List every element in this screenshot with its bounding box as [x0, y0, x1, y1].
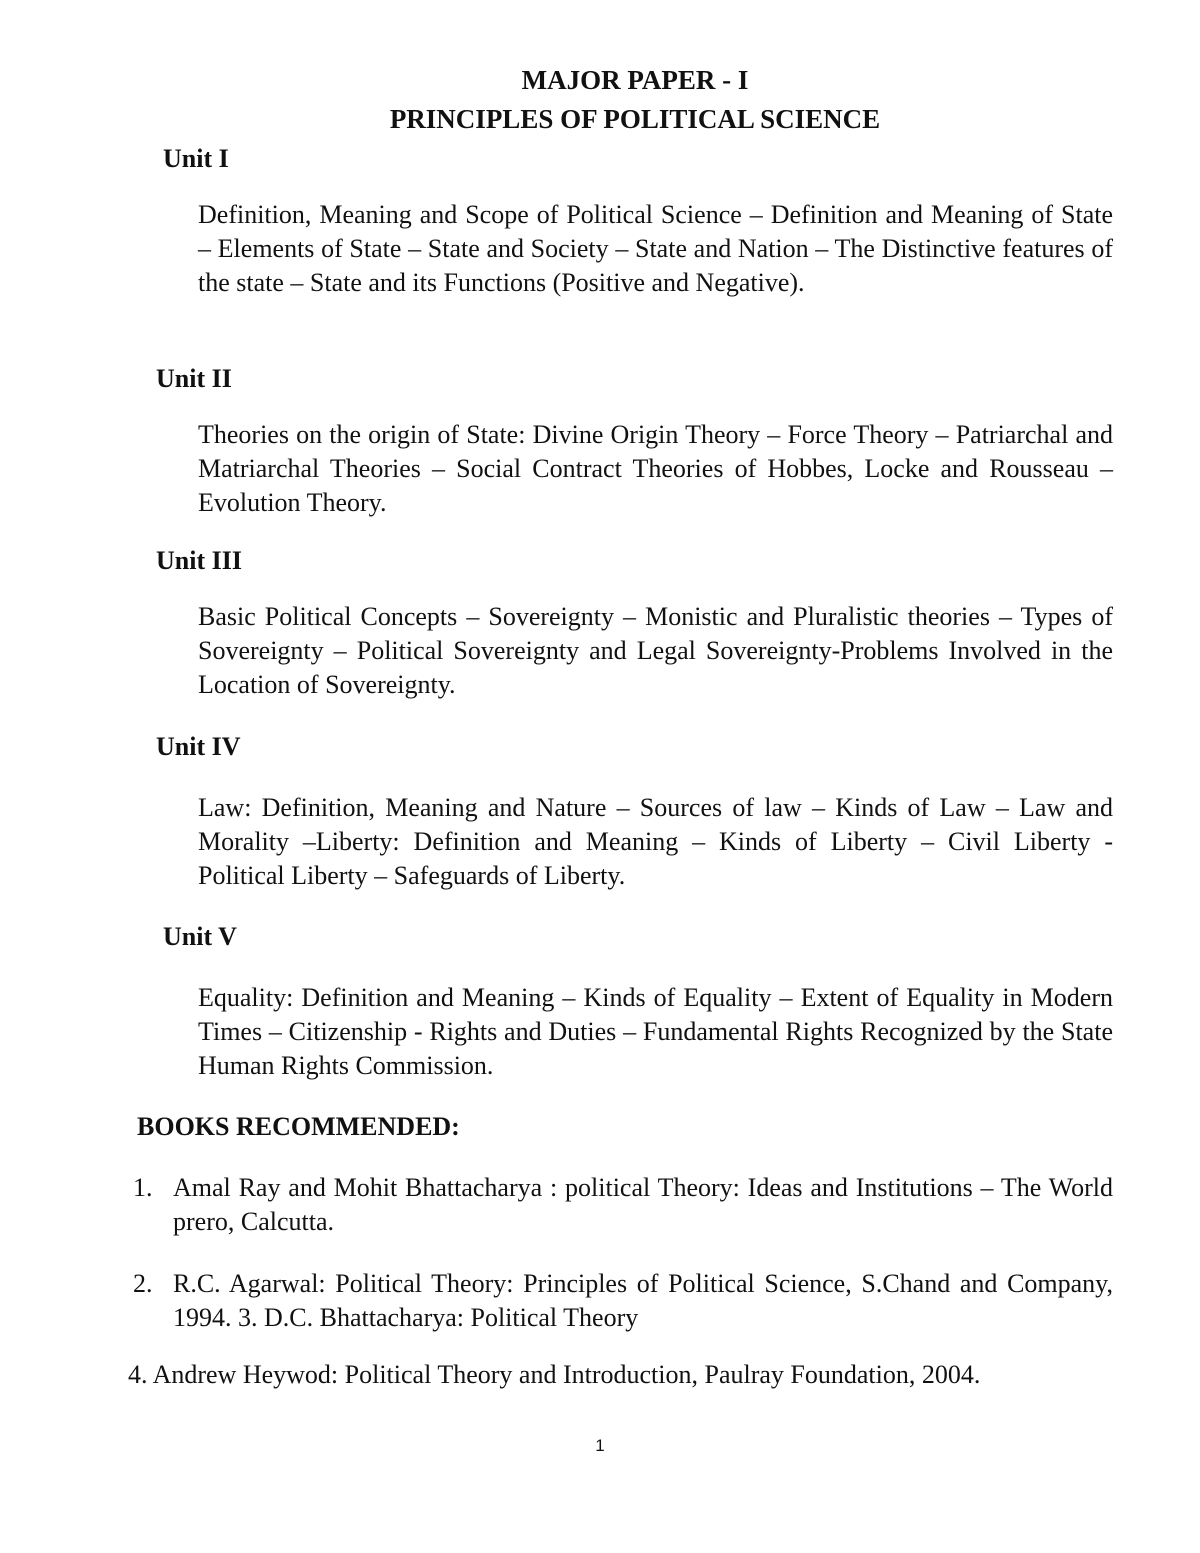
page-number: 1 [595, 1436, 605, 1455]
book-item-1-text: Amal Ray and Mohit Bhattacharya : political Theory: Ideas and Institutions – The World prero, Calcutta. [173, 1173, 1113, 1236]
unit-2-heading: Unit II [156, 364, 232, 393]
unit-4-body: Law: Definition, Meaning and Nature – Sources of law – Kinds of Law – Law and Morality –Liberty: Definition and Meaning – Kinds of Liberty – Civil Liberty - Political Liberty – Safeguards of Liberty. [198, 793, 1113, 890]
unit-3-heading: Unit III [156, 546, 242, 575]
book-item-2-number: 2. [133, 1269, 153, 1298]
unit-2-body: Theories on the origin of State: Divine Origin Theory – Force Theory – Patriarchal and Matriarchal Theories – Social Contract Theories of Hobbes, Locke and Rousseau – Evolution Theory. [198, 420, 1113, 517]
paper-number-title: MAJOR PAPER - I [521, 65, 749, 95]
book-item-4-text: Andrew Heywod: Political Theory and Introduction, Paulray Foundation, 2004. [152, 1360, 981, 1389]
book-item-4-number: 4. [128, 1360, 148, 1389]
unit-1-heading: Unit I [163, 144, 229, 173]
unit-4-heading: Unit IV [156, 732, 241, 761]
book-item-4 [128, 1358, 980, 1392]
paper-subject-title: PRINCIPLES OF POLITICAL SCIENCE [389, 104, 881, 134]
books-recommended-heading: BOOKS RECOMMENDED: [137, 1112, 460, 1141]
unit-3-body: Basic Political Concepts – Sovereignty – Monistic and Pluralistic theories – Types of Sovereignty – Political Sovereignty and Legal Sovereignty-Problems Involved in the Location of Sovereignty. [198, 602, 1113, 699]
unit-5-body: Equality: Definition and Meaning – Kinds of Equality – Extent of Equality in Modern Times – Citizenship - Rights and Duties – Fundamental Rights Recognized by the State Human Rights Commission. [198, 983, 1113, 1080]
book-item-1 [133, 1171, 1113, 1239]
unit-1-body: Definition, Meaning and Scope of Political Science – Definition and Meaning of State – Elements of State – State and Society – State and Nation – The Distinctive features of the state – State and its Functions (Positive and Negative). [198, 200, 1113, 297]
book-item-2 [133, 1267, 1113, 1335]
book-item-2-text: R.C. Agarwal: Political Theory: Principles of Political Science, S.Chand and Company, 1994. 3. D.C. Bhattacharya: Political Theory [173, 1269, 1113, 1332]
unit-5-heading: Unit V [163, 922, 237, 951]
book-item-1-number: 1. [133, 1173, 153, 1202]
